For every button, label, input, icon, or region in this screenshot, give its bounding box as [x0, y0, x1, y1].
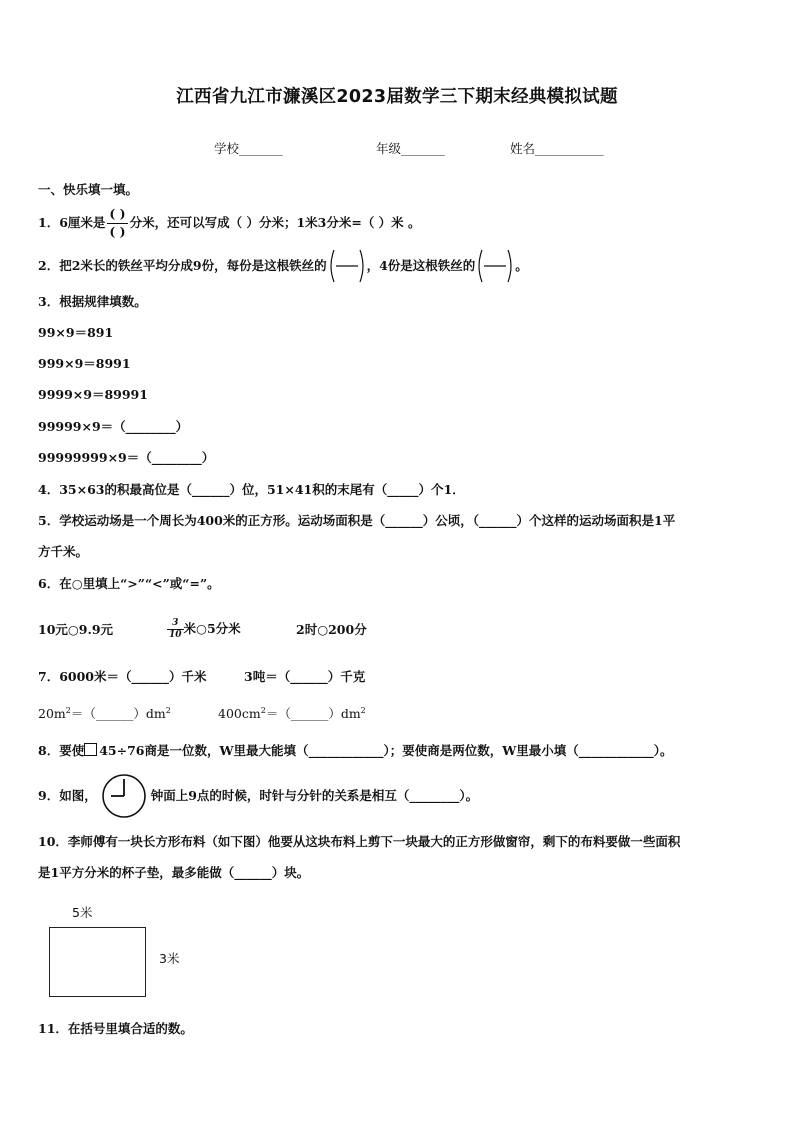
q7-line-2a[interactable] [38, 707, 171, 721]
q6-fraction-numerator: 3 [172, 617, 179, 628]
q2-part-a: 2．把2米长的铁丝平均分成9份，每份是这根铁丝的 [38, 257, 327, 273]
q6-item-2[interactable] [167, 615, 241, 643]
paren-fraction-icon [327, 248, 367, 284]
q3-line-3: 9999×9＝89991 [38, 387, 148, 402]
page-title: 江西省九江市濂溪区2023届数学三下期末经典模拟试题 [176, 87, 618, 107]
q7-2a-blank: ＝（______）dm [70, 706, 166, 721]
q6-fraction [167, 619, 184, 640]
question-4: 4．35×63的积最高位是（______）位，51×41积的末尾有（_____）个1． [38, 482, 465, 497]
name-field[interactable]: 姓名___________ [510, 141, 604, 156]
question-10-line-1: 10．李师傅有一块长方形布料（如下图）他要从这块布料上剪下一块最大的正方形做窗帘，剩下的布料要做一些面积 [38, 834, 681, 849]
q9-suffix: 钟面上9点的时候，时针与分针的关系是相互（________）。 [150, 787, 479, 803]
q7-line-2b[interactable] [218, 707, 366, 721]
question-8 [38, 743, 673, 758]
q3-line-2: 999×9＝8991 [38, 356, 131, 371]
question-10-line-2: 是1平方分米的杯子垫，最多能做（______）块。 [38, 865, 310, 880]
question-11: 11．在括号里填合适的数。 [38, 1021, 193, 1036]
q7-2a-exp2: 2 [165, 706, 171, 715]
clock-icon [99, 773, 149, 819]
paren-fraction-icon [475, 248, 515, 284]
q6-item-2-text: 米○5分米 [183, 620, 241, 636]
blank-square-icon[interactable] [84, 743, 97, 756]
q1-fraction[interactable] [107, 208, 127, 238]
rect-height-label: 3米 [159, 951, 180, 966]
cloth-rectangle [49, 927, 146, 997]
q2-fraction-blank-2[interactable] [475, 248, 515, 284]
q7-line-1b[interactable]: 3吨＝（______）千克 [244, 669, 366, 684]
q1-suffix: 分米，还可以写成（ ）分米；1米3分米=（ ）米 。 [129, 214, 421, 230]
q7-2b-blank: ＝（______）dm [265, 706, 361, 721]
q3-line-1: 99×9＝891 [38, 325, 114, 340]
q8-suffix: 45÷76商是一位数，W里最大能填（____________）；要使商是两位数，W里最小填（____________）。 [99, 743, 673, 758]
q7-2b-exp1: 2 [260, 706, 266, 715]
question-5-line-1: 5．学校运动场是一个周长为400米的正方形。运动场面积是（______）公顷，（______）个这样的运动场面积是1平 [38, 513, 676, 528]
q7-2a-value: 20m [38, 706, 66, 721]
q1-fraction-numerator: ( ) [109, 206, 126, 221]
q2-fraction-blank-1[interactable] [327, 248, 367, 284]
q1-prefix: 1．6厘米是 [38, 214, 106, 230]
grade-field[interactable]: 年级_______ [376, 141, 445, 156]
q6-item-3[interactable]: 2时○200分 [296, 622, 367, 637]
question-5-line-2: 方千米。 [38, 544, 89, 559]
question-3: 3．根据规律填数。 [38, 294, 147, 309]
q6-item-1[interactable]: 10元○9.9元 [38, 622, 114, 637]
q3-line-5[interactable]: 99999999×9＝（________） [38, 450, 215, 465]
question-1 [38, 205, 421, 241]
q7-2a-exp1: 2 [65, 706, 71, 715]
question-6: 6．在○里填上“>”“<”或“=”。 [38, 576, 220, 591]
q2-part-c: 。 [515, 257, 528, 273]
q7-2b-value: 400cm [218, 706, 261, 721]
question-2 [38, 248, 528, 284]
section-heading: 一、快乐填一填。 [38, 182, 139, 197]
q9-prefix: 9．如图， [38, 787, 97, 803]
school-field[interactable]: 学校_______ [214, 141, 283, 156]
question-9 [38, 773, 478, 819]
q7-2b-exp2: 2 [360, 706, 366, 715]
q7-line-1a[interactable]: 7．6000米＝（______）千米 [38, 669, 207, 684]
q2-part-b: ，4份是这根铁丝的 [366, 257, 476, 273]
rect-width-label: 5米 [72, 905, 93, 920]
q8-prefix: 8．要使 [38, 743, 85, 758]
q3-line-4[interactable]: 99999×9＝（________） [38, 419, 189, 434]
q6-fraction-denominator: 10 [169, 629, 182, 640]
q1-fraction-denominator: ( ) [109, 223, 126, 239]
